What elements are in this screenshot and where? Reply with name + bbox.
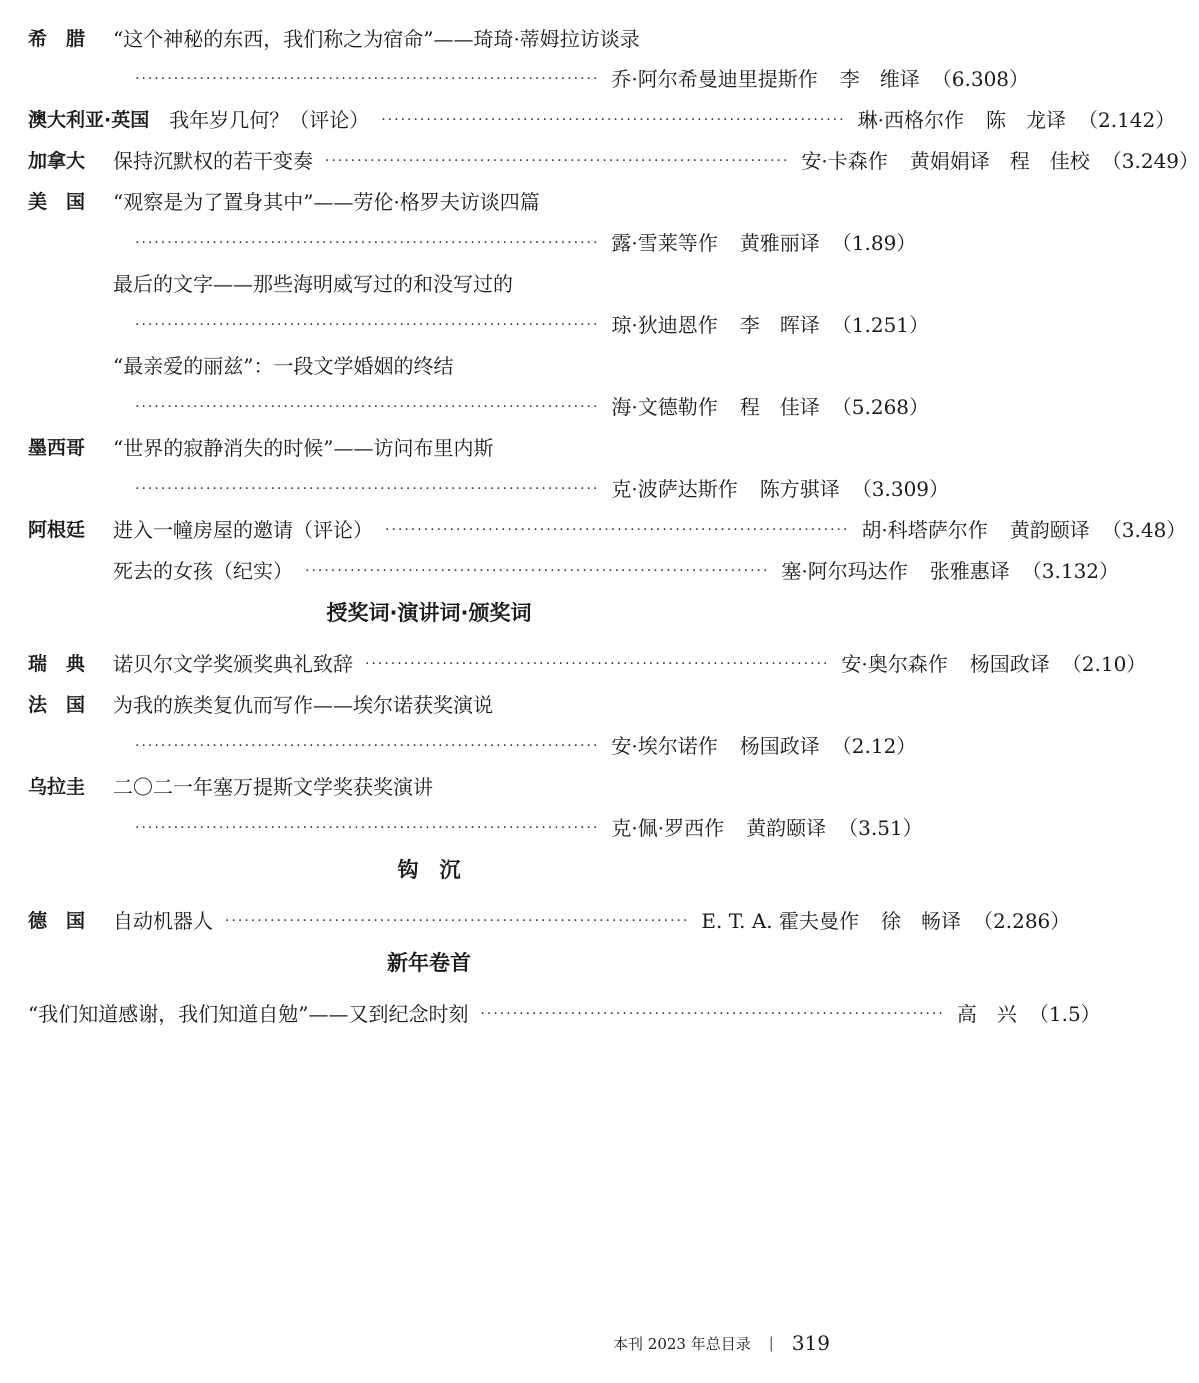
- entry-translator: 陈方骐译: [759, 477, 840, 501]
- country-label: 乌拉圭: [28, 776, 86, 798]
- entry-title: 诺贝尔文学奖颁奖典礼致辞: [113, 652, 353, 676]
- entry-credit: [611, 310, 929, 340]
- entry-citation: （1.89）: [831, 231, 917, 255]
- entry-credit: [611, 731, 916, 761]
- toc-entry-credit-line: [28, 310, 930, 340]
- entry-citation: （2.12）: [831, 734, 917, 758]
- entry-credit: [611, 813, 922, 843]
- entry-credit: [611, 392, 929, 422]
- country-label: 澳大利亚·英国: [28, 109, 150, 131]
- toc-entry: [28, 999, 1101, 1029]
- entry-citation: （3.48）: [1101, 518, 1187, 542]
- entry-translator: 黄雅丽译: [739, 231, 820, 255]
- entry-author: 安·埃尔诺作: [611, 734, 718, 758]
- section-heading-gouchen: 钩 沉: [397, 858, 461, 882]
- section-heading-awards: 授奖词·演讲词·颁奖词: [326, 601, 532, 625]
- entry-translator: 杨国政译: [969, 652, 1050, 676]
- entry-credit: [701, 906, 1070, 936]
- dot-leader: ········································································: [135, 317, 600, 333]
- entry-author: 塞·阿尔玛达作: [781, 559, 908, 583]
- entry-title: “最亲爱的丽兹”：一段文学婚姻的终结: [113, 354, 454, 378]
- entry-author: 安·奥尔森作: [841, 652, 948, 676]
- country-label: 美 国: [28, 191, 86, 213]
- entry-title: 二〇二一年塞万提斯文学奖获奖演讲: [113, 775, 433, 799]
- entry-author: 高 兴: [956, 1002, 1017, 1026]
- entry-credit: [957, 999, 1101, 1029]
- entry-translator: 张雅惠译: [929, 559, 1010, 583]
- entry-title: “这个神秘的东西，我们称之为宿命”——琦琦·蒂姆拉访谈录: [113, 27, 640, 51]
- entry-title: 我年岁几何？（评论）: [169, 108, 370, 132]
- page-number: 319: [791, 1331, 830, 1355]
- toc-entry-credit-line: [28, 731, 917, 761]
- entry-title: 自动机器人: [113, 909, 213, 933]
- entry-citation: （2.10）: [1061, 652, 1147, 676]
- country-label: 墨西哥: [28, 437, 86, 459]
- entry-citation: （3.132）: [1021, 559, 1120, 583]
- entry-citation: （1.251）: [831, 313, 930, 337]
- country-label: 瑞 典: [28, 653, 86, 675]
- dot-leader: ········································································: [385, 522, 850, 538]
- toc-entry: [28, 146, 1199, 176]
- entry-title: 为我的族类复仇而写作——埃尔诺获奖演说: [113, 693, 493, 717]
- entry-author: 胡·科塔萨尔作: [861, 518, 988, 542]
- toc-entry: [28, 649, 1147, 679]
- country-label: 希 腊: [28, 28, 86, 50]
- entry-citation: （6.308）: [931, 67, 1030, 91]
- entry-citation: （2.142）: [1078, 108, 1176, 132]
- entry-author: 海·文德勒作: [611, 395, 718, 419]
- dot-leader: ········································································: [135, 820, 600, 836]
- dot-leader: ········································································: [480, 1006, 945, 1022]
- entry-translator: 程 佳译: [739, 395, 820, 419]
- entry-title: “观察是为了置身其中”——劳伦·格罗夫访谈四篇: [113, 190, 540, 214]
- entry-citation: （3.309）: [851, 477, 950, 501]
- footer-separator: |: [768, 1334, 774, 1352]
- entry-title: 最后的文字——那些海明威写过的和没写过的: [113, 272, 513, 296]
- entry-credit: [858, 105, 1176, 135]
- dot-leader: ········································································: [225, 913, 690, 929]
- dot-leader: ········································································: [135, 235, 600, 251]
- toc-entry-title-line: [28, 433, 828, 463]
- entry-translator: 李 晖译: [739, 313, 820, 337]
- entry-credit: [611, 228, 916, 258]
- entry-author: 露·雪莱等作: [611, 231, 718, 255]
- entry-translator: 黄韵颐译: [746, 816, 827, 840]
- dot-leader: ········································································: [365, 656, 830, 672]
- toc-entry-title-line: [28, 24, 828, 54]
- entry-author: E. T. A. 霍夫曼作: [701, 909, 860, 933]
- entry-title: 进入一幢房屋的邀请（评论）: [113, 518, 373, 542]
- entry-author: 克·波萨达斯作: [611, 477, 738, 501]
- entry-translator: 杨国政译: [739, 734, 820, 758]
- entry-citation: （1.5）: [1028, 1002, 1101, 1026]
- entry-author: 琳·西格尔作: [857, 108, 964, 132]
- dot-leader: ········································································: [135, 481, 600, 497]
- entry-citation: （3.51）: [838, 816, 923, 840]
- entry-author: 安·卡森作: [801, 149, 888, 173]
- entry-title: “我们知道感谢，我们知道自勉”——又到纪念时刻: [28, 1002, 469, 1026]
- entry-credit: [861, 515, 1186, 545]
- dot-leader: ········································································: [135, 399, 600, 415]
- toc-entry-title-line: [28, 351, 828, 381]
- dot-leader: ········································································: [135, 738, 600, 754]
- toc-entry: [28, 906, 1071, 936]
- entry-title: 死去的女孩（纪实）: [113, 559, 293, 583]
- dot-leader: ········································································: [305, 563, 770, 579]
- country-label: 加拿大: [28, 150, 86, 172]
- toc-entry: [28, 515, 1187, 545]
- country-label: 法 国: [28, 694, 86, 716]
- toc-entry-title-line: [28, 269, 828, 299]
- running-title: 本刊 2023 年总目录: [613, 1334, 751, 1353]
- entry-citation: （2.286）: [973, 909, 1071, 933]
- section-heading-newyear: 新年卷首: [387, 951, 471, 975]
- entry-credit: [611, 474, 949, 504]
- toc-entry-title-line: [28, 690, 828, 720]
- dot-leader: ········································································: [135, 71, 600, 87]
- entry-translator: 陈 龙译: [986, 108, 1066, 132]
- toc-entry: [28, 556, 1120, 586]
- entry-translator: 徐 畅译: [881, 909, 962, 933]
- page-footer: [613, 1328, 830, 1358]
- toc-entry-title-line: [28, 187, 828, 217]
- entry-author: 克·佩·罗西作: [611, 816, 725, 840]
- entry-credit: [781, 556, 1119, 586]
- toc-entry-credit-line: [28, 64, 1030, 94]
- toc-entry: [28, 105, 1176, 135]
- country-label: 阿根廷: [28, 519, 86, 541]
- toc-entry-credit-line: [28, 813, 923, 843]
- entry-citation: （3.249）: [1101, 149, 1199, 173]
- toc-entry-title-line: [28, 772, 828, 802]
- entry-title: “世界的寂静消失的时候”——访问布里内斯: [113, 436, 494, 460]
- toc-entry-credit-line: [28, 228, 917, 258]
- entry-citation: （5.268）: [831, 395, 930, 419]
- entry-credit: [801, 146, 1199, 176]
- entry-translator: 李 维译: [839, 67, 920, 91]
- toc-entry-credit-line: [28, 474, 950, 504]
- toc-entry-credit-line: [28, 392, 930, 422]
- dot-leader: ········································································: [381, 112, 846, 128]
- entry-translator: 黄娟娟译 程 佳校: [909, 149, 1090, 173]
- dot-leader: ········································································: [325, 153, 790, 169]
- entry-author: 乔·阿尔希曼迪里提斯作: [611, 67, 818, 91]
- entry-credit: [611, 64, 1029, 94]
- country-label: 德 国: [28, 910, 86, 932]
- entry-translator: 黄韵颐译: [1009, 518, 1090, 542]
- entry-author: 琼·狄迪恩作: [611, 313, 718, 337]
- entry-title: 保持沉默权的若干变奏: [113, 149, 313, 173]
- entry-credit: [841, 649, 1146, 679]
